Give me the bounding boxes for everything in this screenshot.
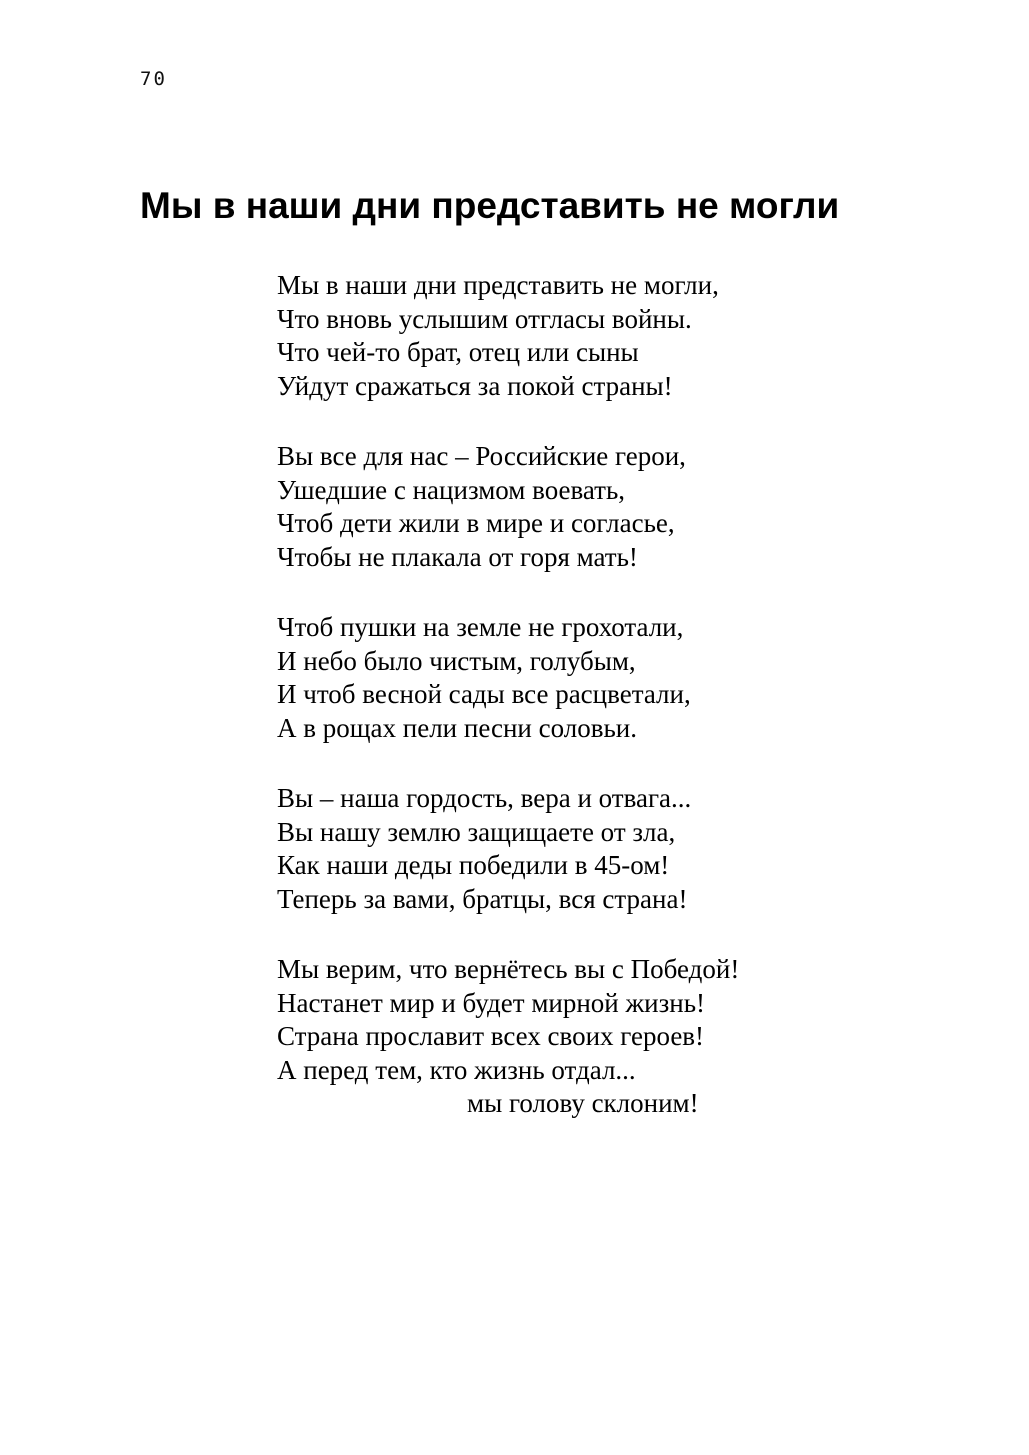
poem-line: Теперь за вами, братцы, вся страна! [277, 883, 688, 914]
poem-line: Уйдут сражаться за покой страны! [277, 370, 673, 401]
poem-line: Мы в наши дни представить не могли, [277, 270, 719, 300]
poem-line: Страна прославит всех своих героев! [277, 1021, 705, 1051]
poem-line: Вы нашу землю защищаете от зла, [277, 816, 676, 847]
poem-line: Чтоб дети жили в мире и согласье, [277, 508, 675, 538]
poem-line: А в рощах пели песни соловьи. [277, 712, 637, 743]
stanza [277, 953, 739, 1121]
poem-line: Чтобы не плакала от горя мать! [277, 541, 638, 572]
poem-line: И небо было чистым, голубым, [277, 645, 636, 676]
stanza [277, 269, 739, 403]
poem-line: Вы все для нас – Российские герои, [277, 441, 686, 471]
poem-line: Вы – наша гордость, вера и отвага... [277, 783, 692, 813]
poem-line: Ушедшие с нацизмом воевать, [277, 474, 626, 505]
poem-line: Чтоб пушки на земле не грохотали, [277, 612, 684, 642]
page-number: 70 [140, 68, 167, 90]
poem-line: Как наши деды победили в 45-ом! [277, 850, 670, 880]
poem-line: Что вновь услышим отгласы войны. [277, 303, 692, 334]
poem-line: Мы верим, что вернётесь вы с Победой! [277, 954, 740, 984]
stanza [277, 440, 739, 574]
poem-body [277, 269, 739, 1158]
poem-line-indented: мы голову склоним! [467, 1088, 699, 1118]
poem-title: Мы в наши дни представить не могли [140, 185, 840, 226]
poem-line: Настанет мир и будет мирной жизнь! [277, 987, 706, 1018]
poem-line: Что чей-то брат, отец или сыны [277, 337, 639, 367]
poem-line: И чтоб весной сады все расцветали, [277, 679, 691, 709]
poem-line: А перед тем, кто жизнь отдал... [277, 1054, 636, 1085]
stanza [277, 611, 739, 745]
stanza [277, 782, 739, 916]
